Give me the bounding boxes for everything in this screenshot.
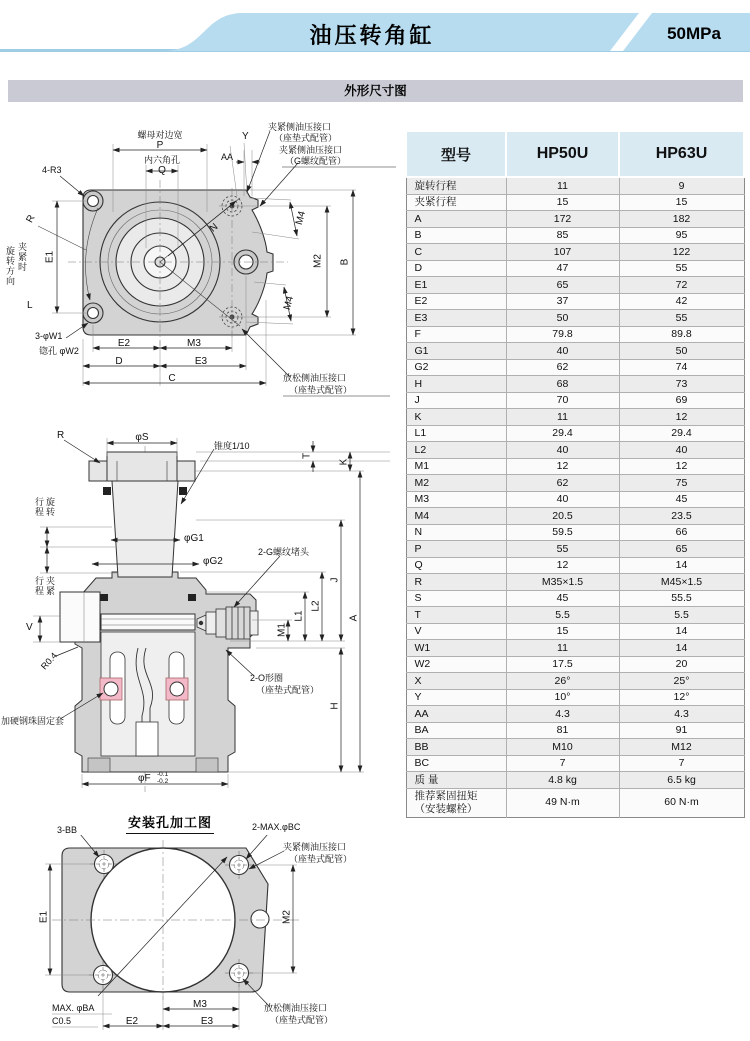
spec-row-label: W1	[406, 640, 506, 657]
spec-row-value: 12°	[619, 689, 744, 706]
spec-row-label: S	[406, 590, 506, 607]
spec-row-label: B	[406, 227, 506, 244]
spec-row-value: 55	[619, 310, 744, 327]
spec-row-label: BB	[406, 739, 506, 756]
spec-row-value: 89.8	[619, 326, 744, 343]
column-model: 型号	[406, 131, 506, 177]
spec-row-value: 15	[619, 194, 744, 211]
spec-row-label: D	[406, 260, 506, 277]
spec-header-row	[406, 131, 744, 177]
spec-row	[406, 557, 744, 574]
spec-row-value: 7	[506, 755, 619, 772]
dim-label-e1: E1	[44, 250, 56, 264]
spec-row-value: 107	[506, 244, 619, 261]
tolerance-upper: -0.1	[157, 771, 169, 778]
spec-row-label: G1	[406, 343, 506, 360]
pressure-rating: 50MPa	[667, 24, 721, 43]
spec-row-label: Q	[406, 557, 506, 574]
spec-row	[406, 425, 744, 442]
spec-row-label: M3	[406, 491, 506, 508]
spec-row-value: M12	[619, 739, 744, 756]
spec-row-value: 5.5	[506, 607, 619, 624]
spec-row-value: 42	[619, 293, 744, 310]
spec-row	[406, 177, 744, 194]
dim-label-e3-mount: E3	[200, 1016, 214, 1027]
counterbore-label-w2: 锪孔 φW2	[39, 346, 79, 356]
dim-label-a: A	[348, 614, 360, 622]
spec-row-value: 68	[506, 376, 619, 393]
counterbore-label-w1: 3-φW1	[35, 331, 63, 341]
dim-label-l: L	[27, 300, 33, 311]
release-port-callout-b: （座垫式配管）	[289, 385, 353, 395]
tolerance-lower: -0.2	[157, 778, 169, 785]
spec-row	[406, 640, 744, 657]
spec-row	[406, 376, 744, 393]
spec-row-value: 66	[619, 524, 744, 541]
spec-row-label: 质 量	[406, 772, 506, 789]
spec-row-value: 6.5 kg	[619, 772, 744, 789]
spec-row-label: E3	[406, 310, 506, 327]
spec-row-value: 85	[506, 227, 619, 244]
dim-label-n: N	[207, 221, 221, 235]
spec-table-body	[406, 177, 744, 817]
clamp-port-callout-2: 夹紧侧油压接口	[279, 145, 343, 155]
clamp-port-callout-2b: （G螺纹配管）	[285, 156, 347, 166]
spec-row-value: 122	[619, 244, 744, 261]
spec-row-label: 旋转行程	[406, 177, 506, 194]
spec-row-value: 14	[619, 640, 744, 657]
spec-row	[406, 739, 744, 756]
spec-row	[406, 409, 744, 426]
release-port-callout-3b: （座垫式配管）	[270, 1015, 334, 1025]
dim-label-m4-bottom: M4	[281, 294, 297, 312]
spec-row	[406, 508, 744, 525]
spec-row-value: 50	[619, 343, 744, 360]
spec-table	[405, 130, 745, 818]
dim-label-nut-width: 螺母对边宽	[137, 130, 183, 140]
spec-row	[406, 211, 744, 228]
spec-row-value: 79.8	[506, 326, 619, 343]
spec-row-value: 20.5	[506, 508, 619, 525]
dim-label-phi-f: φF	[138, 773, 151, 784]
spec-row-label: F	[406, 326, 506, 343]
column-hp50u: HP50U	[506, 131, 619, 177]
dim-label-m1: M1	[276, 623, 288, 637]
spec-row	[406, 755, 744, 772]
column-hp63u: HP63U	[619, 131, 744, 177]
dim-label-d: D	[115, 356, 123, 367]
dim-label-e3: E3	[194, 356, 208, 367]
spec-row-value: 29.4	[619, 425, 744, 442]
dim-label-aa: AA	[221, 152, 234, 162]
spec-row	[406, 343, 744, 360]
tapped-hole-label-bb: 3-BB	[57, 825, 78, 835]
spec-row-label: V	[406, 623, 506, 640]
spec-row-value: 40	[506, 343, 619, 360]
spec-row	[406, 392, 744, 409]
spec-row	[406, 689, 744, 706]
spec-row-value: 172	[506, 211, 619, 228]
release-port-callout-3: 放松侧油压接口	[264, 1003, 328, 1013]
spec-row-value: 72	[619, 277, 744, 294]
spec-row-value: 15	[506, 623, 619, 640]
spec-row-value: 4.3	[506, 706, 619, 723]
spec-row-value: 49 N·m	[506, 788, 619, 817]
oring-callout: 2-O形圈	[250, 673, 284, 683]
spec-row	[406, 656, 744, 673]
dim-label-phi-s: φS	[135, 432, 149, 443]
dim-label-q: Q	[158, 165, 166, 176]
page-title: 油压转角缸	[309, 23, 435, 48]
spec-row-label: T	[406, 607, 506, 624]
spec-row-value: 40	[506, 491, 619, 508]
spec-row-value: 55.5	[619, 590, 744, 607]
dim-label-r: R	[24, 213, 38, 225]
spec-row-value: 81	[506, 722, 619, 739]
spec-row	[406, 590, 744, 607]
clamp-port-callout-3b: （座垫式配管）	[289, 854, 353, 864]
clamp-stroke-note: 夹紧	[45, 576, 55, 596]
spec-row-value: 17.5	[506, 656, 619, 673]
spec-row	[406, 260, 744, 277]
spec-row-value: 62	[506, 359, 619, 376]
spec-row-value: 10°	[506, 689, 619, 706]
section-title-bar: 外形尺寸图	[8, 80, 743, 102]
spec-row	[406, 623, 744, 640]
spec-row	[406, 227, 744, 244]
spec-row-value: 40	[506, 442, 619, 459]
spec-row	[406, 293, 744, 310]
dim-label-m3-mount: M3	[193, 999, 207, 1010]
max-ba-label: MAX. φBA	[52, 1003, 95, 1013]
dim-label-4r3: 4-R3	[42, 165, 62, 175]
spec-row	[406, 194, 744, 211]
spec-row	[406, 310, 744, 327]
spec-row-label: Y	[406, 689, 506, 706]
spec-row	[406, 475, 744, 492]
spec-row	[406, 277, 744, 294]
clamp-port-callout-3: 夹紧侧油压接口	[283, 842, 347, 852]
spec-row-value: M10	[506, 739, 619, 756]
spec-row-value: M35×1.5	[506, 574, 619, 591]
dim-label-e2-mount: E2	[125, 1016, 139, 1027]
spec-row	[406, 244, 744, 261]
spec-row-value: 55	[619, 260, 744, 277]
spec-row-value: 65	[506, 277, 619, 294]
spec-row-value: 9	[619, 177, 744, 194]
spec-row	[406, 524, 744, 541]
section-view-drawing	[0, 415, 400, 815]
dim-label-b: B	[339, 258, 351, 266]
spec-row-label: 夹紧行程	[406, 194, 506, 211]
spec-row-value: 7	[619, 755, 744, 772]
spec-row-label: 推荐紧固扭矩 （安装螺栓）	[406, 788, 506, 817]
spec-row-value: 74	[619, 359, 744, 376]
spec-row-value: 45	[619, 491, 744, 508]
spec-row-value: 23.5	[619, 508, 744, 525]
spec-row-value: 45	[506, 590, 619, 607]
dim-label-j: J	[329, 577, 341, 583]
spec-row-value: 29.4	[506, 425, 619, 442]
rotation-stroke-note2: 行程	[34, 497, 44, 517]
spec-row-label: M4	[406, 508, 506, 525]
oring-callout-b: （座垫式配管）	[256, 685, 320, 695]
spec-row	[406, 458, 744, 475]
mounting-diagram-title: 安装孔加工图	[126, 812, 214, 834]
spec-row-value: 91	[619, 722, 744, 739]
steel-ball-sleeve-callout: 加硬钢珠固定套	[1, 716, 65, 726]
spec-row	[406, 772, 744, 789]
spec-row-value: M45×1.5	[619, 574, 744, 591]
spec-row	[406, 359, 744, 376]
spec-row-value: 55	[506, 541, 619, 558]
chamfer-label-c05: C0.5	[52, 1016, 72, 1026]
thread-plug-callout: 2-G螺纹堵头	[258, 547, 310, 557]
spec-row-value: 65	[619, 541, 744, 558]
spec-row-label: W2	[406, 656, 506, 673]
dim-label-h: H	[329, 702, 341, 710]
spec-row	[406, 788, 744, 817]
spec-row-value: 15	[506, 194, 619, 211]
spec-row-label: K	[406, 409, 506, 426]
spec-row-value: 50	[506, 310, 619, 327]
dim-label-hex-hole: 内六角孔	[143, 155, 181, 165]
spec-row-value: 95	[619, 227, 744, 244]
spec-row-value: 5.5	[619, 607, 744, 624]
spec-row-value: 73	[619, 376, 744, 393]
spec-row-value: 69	[619, 392, 744, 409]
dim-label-g1: φG1	[184, 533, 204, 544]
dim-label-k: K	[338, 458, 350, 466]
dim-label-m3: M3	[187, 338, 201, 349]
spec-row-label: BC	[406, 755, 506, 772]
release-port-callout: 放松侧油压接口	[283, 373, 347, 383]
spec-row-value: 62	[506, 475, 619, 492]
spec-row-label: P	[406, 541, 506, 558]
spec-row-value: 12	[619, 409, 744, 426]
spec-row-label: M2	[406, 475, 506, 492]
spec-row-value: 4.3	[619, 706, 744, 723]
spec-row-value: 59.5	[506, 524, 619, 541]
spec-row	[406, 491, 744, 508]
spec-row-label: J	[406, 392, 506, 409]
fillet-note-r04: R0.4	[38, 650, 60, 672]
dim-label-m2: M2	[312, 254, 324, 268]
dim-label-t: T	[301, 452, 313, 460]
spec-row-value: 37	[506, 293, 619, 310]
spec-row	[406, 722, 744, 739]
spec-row-value: 70	[506, 392, 619, 409]
dim-label-e2: E2	[117, 338, 131, 349]
spec-row-value: 25°	[619, 673, 744, 690]
dim-label-p: P	[156, 140, 164, 151]
spec-row-value: 11	[506, 409, 619, 426]
spec-row-value: 14	[619, 623, 744, 640]
spec-row-label: X	[406, 673, 506, 690]
spec-row-value: 60 N·m	[619, 788, 744, 817]
spec-row-label: L1	[406, 425, 506, 442]
dim-label-c: C	[168, 373, 176, 384]
dim-label-g2: φG2	[203, 556, 223, 567]
spec-row-value: 26°	[506, 673, 619, 690]
spec-row-value: 11	[506, 640, 619, 657]
spec-row-value: 11	[506, 177, 619, 194]
spec-row	[406, 574, 744, 591]
spec-row	[406, 442, 744, 459]
spec-row-value: 12	[506, 458, 619, 475]
spec-row-label: H	[406, 376, 506, 393]
spec-row-label: R	[406, 574, 506, 591]
spec-row-value: 47	[506, 260, 619, 277]
spec-row-value: 20	[619, 656, 744, 673]
taper-note: 锥度1/10	[214, 441, 250, 451]
spec-row-value: 75	[619, 475, 744, 492]
spec-row	[406, 706, 744, 723]
rotation-direction-note2: 旋转方向	[5, 246, 15, 286]
clamp-port-callout-1b: （座垫式配管）	[274, 133, 338, 143]
spec-row-value: 14	[619, 557, 744, 574]
spec-row-label: AA	[406, 706, 506, 723]
dim-label-y: Y	[242, 131, 249, 142]
spec-row-label: E1	[406, 277, 506, 294]
clamp-port-callout-1: 夹紧侧油压接口	[268, 122, 332, 132]
port-hole-label-bc: 2-MAX.φBC	[252, 822, 301, 832]
spec-row-label: M1	[406, 458, 506, 475]
spec-row-label: C	[406, 244, 506, 261]
spec-row-label: A	[406, 211, 506, 228]
spec-row	[406, 673, 744, 690]
dim-label-l1: L1	[293, 610, 305, 622]
rotation-direction-note: 夹紧时	[17, 242, 27, 272]
spec-row-value: 12	[619, 458, 744, 475]
dim-label-v: V	[26, 622, 33, 633]
spec-row-label: N	[406, 524, 506, 541]
spec-row	[406, 607, 744, 624]
dim-label-r2: R	[57, 430, 65, 441]
rotation-stroke-note: 旋转	[45, 497, 55, 517]
spec-row-value: 12	[506, 557, 619, 574]
spec-row-label: G2	[406, 359, 506, 376]
spec-row-value: 4.8 kg	[506, 772, 619, 789]
dim-label-l2: L2	[310, 600, 322, 612]
clamp-stroke-note2: 行程	[34, 576, 44, 596]
dim-label-m4-top: M4	[293, 209, 309, 227]
dim-label-e1-mount: E1	[38, 910, 50, 924]
spec-row-label: E2	[406, 293, 506, 310]
spec-row-label: BA	[406, 722, 506, 739]
spec-row	[406, 541, 744, 558]
spec-row-value: 182	[619, 211, 744, 228]
dim-label-m2-mount: M2	[281, 910, 293, 924]
spec-row-value: 40	[619, 442, 744, 459]
spec-row	[406, 326, 744, 343]
spec-row-label: L2	[406, 442, 506, 459]
